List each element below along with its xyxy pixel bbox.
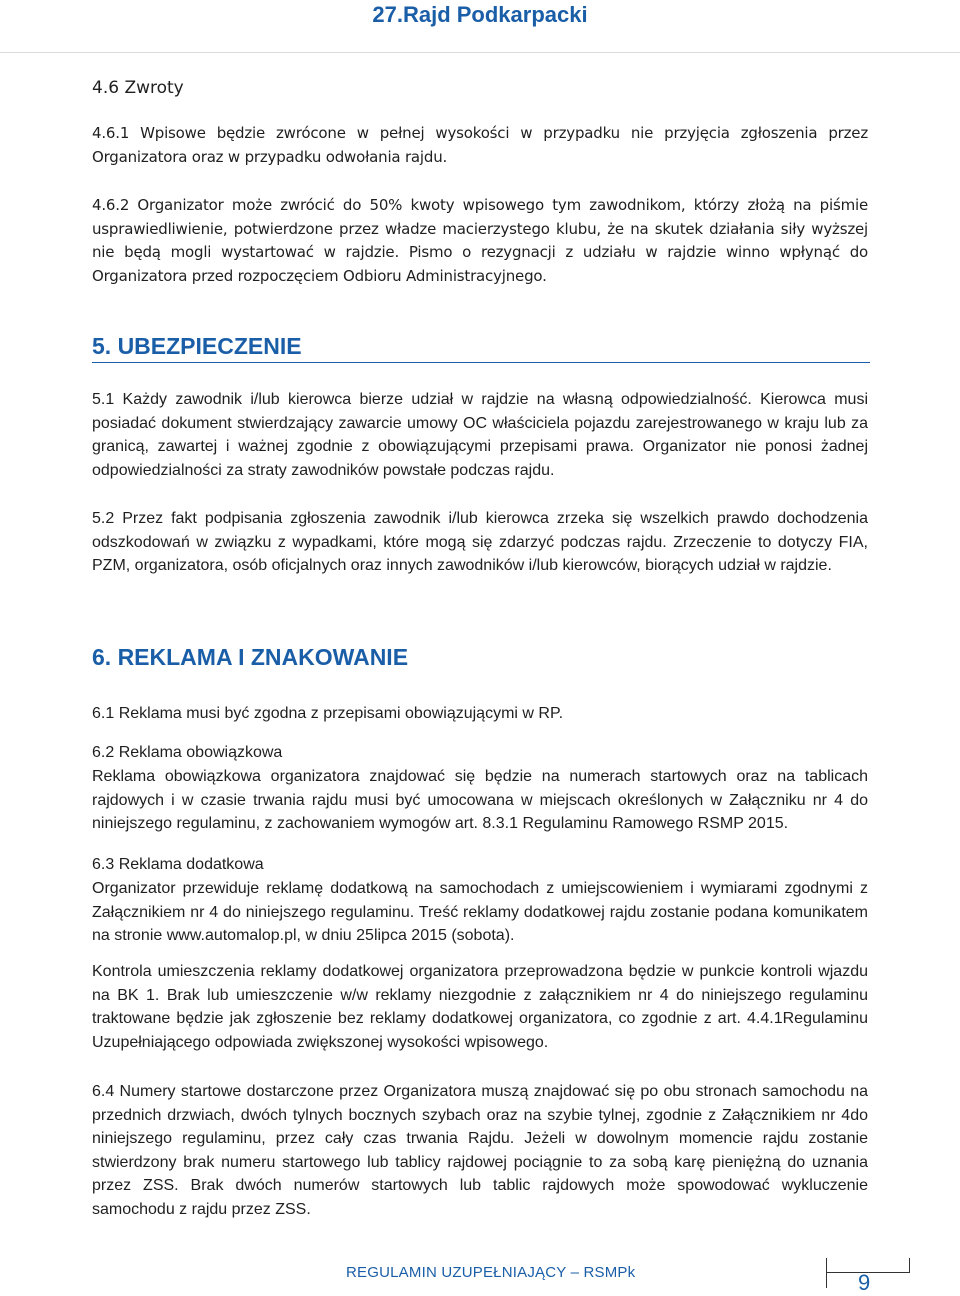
header-divider — [0, 52, 960, 53]
subsection-heading-6-3: 6.3 Reklama dodatkowa — [92, 856, 264, 873]
paragraph-4-6-1: 4.6.1 Wpisowe będzie zwrócone w pełnej wysokości w przypadku nie przyjęcia zgłoszenia przez Organizatora oraz w przypadku odwołania rajdu. — [92, 124, 868, 166]
paragraph-5-2: 5.2 Przez fakt podpisania zgłoszenia zawodnik i/lub kierowca zrzeka się wszelkich prawdo dochodzenia odszkodowań w związku z wypadkami, które mogą się zdarzyć podczas rajdu. Zrzeczenie to dotyczy FIA, PZM, organizatora, osób oficjalnych oraz innych zawodników i/lub kierowców, biorących udział w rajdzie. — [92, 510, 868, 575]
section-heading-reklama: 6. REKLAMA I ZNAKOWANIE — [92, 644, 409, 670]
document-header-title: 27.Rajd Podkarpacki — [372, 2, 588, 27]
footer-page-box-left — [826, 1258, 827, 1288]
paragraph-6-4: 6.4 Numery startowe dostarczone przez Organizatora muszą znajdować się po obu stronach samochodu na przednich drzwiach, dwóch tylnych bocznych szybach oraz na szybie tylnej, zgodnie z Załącznikiem nr 4do niniejszego regulaminu, przez cały czas trwania Rajdu. Jeżeli w dowolnym momencie rajdu zostanie stwierdzony brak numeru startowego lub tablicy rajdowej pociągnie to za sobą karę pieniężną do uznania przez ZSS. Brak dwóch numerów startowych lub tablic rajdowych może spowodować wykluczenie samochodu z rajdu przez ZSS. — [92, 1083, 868, 1218]
section-heading-ubezpieczenie: 5. UBEZPIECZENIE — [92, 333, 302, 359]
paragraph-6-2: Reklama obowiązkowa organizatora znajdować się będzie na numerach startowych oraz na tablicach rajdowych i w czasie trwania rajdu musi być umocowana w miejscach określonych w Załączniku nr 4 do niniejszego regulaminu, z zachowaniem wymogów art. 8.3.1 Regulaminu Ramowego RSMP 2015. — [92, 768, 868, 833]
footer-page-box-right — [909, 1258, 910, 1273]
paragraph-6-3: Organizator przewiduje reklamę dodatkową na samochodach z umiejscowieniem i wymiarami zgodnymi z Załącznikiem nr 4 do niniejszego regulaminu. Treść reklamy dodatkowej rajdu zostanie podana komunikatem na stronie www.automalop.pl, w dniu 25lipca 2015 (sobota). — [92, 880, 868, 945]
footer-document-name: REGULAMIN UZUPEŁNIAJĄCY – RSMPk — [346, 1264, 636, 1281]
paragraph-6-1: 6.1 Reklama musi być zgodna z przepisami obowiązującymi w RP. — [92, 705, 564, 722]
paragraph-5-1: 5.1 Każdy zawodnik i/lub kierowca bierze udział w rajdzie na własną odpowiedzialność. Kierowca musi posiadać dokument stwierdzający zawarcie umowy OC właściciela pojazdu zarejestrowanego w kraju lub za granicą, zawartej i ważnej zgodnie z obowiązującymi przepisami prawa. Organizator nie ponosi żadnej odpowiedzialności za straty zawodników powstałe podczas rajdu. — [92, 391, 868, 479]
page-number: 9 — [858, 1270, 871, 1295]
paragraph-4-6-2: 4.6.2 Organizator może zwrócić do 50% kwoty wpisowego tym zawodnikom, którzy złożą na piśmie usprawiedliwienie, potwierdzone przez władze macierzystego klubu, że na skutek działania siły wyższej nie będą mogli wystartować w rajdzie. Pismo o rezygnacji z udziału w rajdzie winno wpłynąć do Organizatora przed rozpoczęciem Odbioru Administracyjnego. — [92, 196, 868, 285]
paragraph-6-3-control: Kontrola umieszczenia reklamy dodatkowej organizatora przeprowadzona będzie w punkcie kontroli wjazdu na BK 1. Brak lub umieszczenie w/w reklamy niezgodnie z załącznikiem nr 4 do niniejszego regulaminu traktowane będzie jak zgłoszenie bez reklamy dodatkowej organizatora, co zgodnie z art. 4.4.1Regulaminu Uzupełniającego odpowiada zwiększonej wysokości wpisowego. — [92, 963, 868, 1051]
subsection-heading-6-2: 6.2 Reklama obowiązkowa — [92, 744, 283, 761]
section-underline — [92, 362, 870, 363]
subsection-heading-4-6: 4.6 Zwroty — [92, 78, 184, 98]
